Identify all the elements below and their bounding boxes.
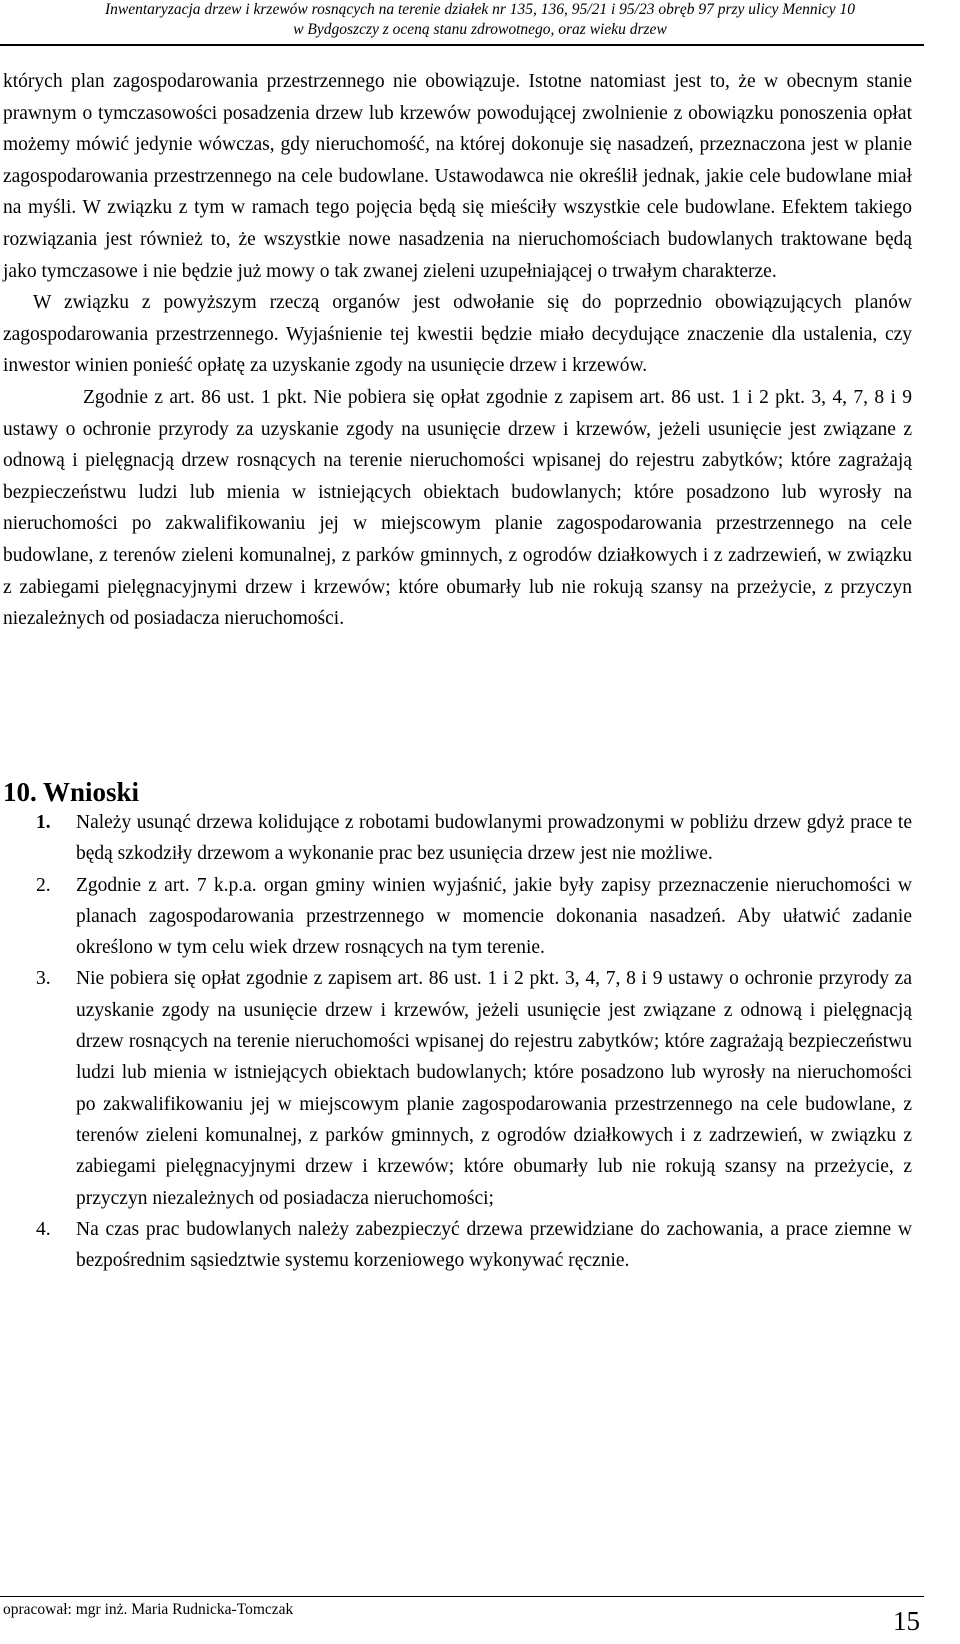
body-text [3, 66, 912, 635]
header-line-2: w Bydgoszczy z oceną stanu zdrowotnego, oraz wieku drzew [293, 21, 667, 38]
list-item [0, 870, 912, 964]
paragraph-2: W związku z powyższym rzeczą organów jest odwołanie się do poprzednio obowiązujących planów zagospodarowania przestrzennego. Wyjaśnienie tej kwestii będzie miało decydujące znaczenie dla ustalenia, czy inwestor winien ponieść opłatę za uzyskanie zgody na usunięcie drzew i krzewów. [3, 292, 912, 377]
page-header [0, 0, 960, 40]
conclusions-list [0, 807, 912, 1276]
paragraph-1: których plan zagospodarowania przestrzennego nie obowiązuje. Istotne natomiast jest to, że w obecnym stanie prawnym o tymczasowości posadzenia drzew lub krzewów powodującej zwolnienie z obowiązku ponoszenia opłat możemy mówić jedynie wówczas, gdy nieruchomość, na której dokonuje się nasadzeń, przeznaczona jest w planie zagospodarowania przestrzennego na cele budowlane. Ustawodawca nie określił jednak, jakie cele budowlane miał na myśli. W związku z tym w ramach tego pojęcia będą się mieściły wszystkie cele budowlane. Efektem takiego rozwiązania jest również to, że wszystkie nowe nasadzenia na nieruchomościach budowlanych traktowane będą jako tymczasowe i nie będzie już mowy o tak zwanej zieleni uzupełniającej o trwałym charakterze. [3, 71, 912, 282]
list-item-text: Nie pobiera się opłat zgodnie z zapisem art. 86 ust. 1 i 2 pkt. 3, 4, 7, 8 i 9 ustawy o ochronie przyrody za uzyskanie zgody na usunięcie drzew i krzewów, jeżeli usunięcie jest związane z odnową i pielęgnacją drzew rosnących na terenie nieruchomości wpisanej do rejestru zabytków; które zagrażają bezpieczeństwu ludzi lub mienia w istniejących obiektach budowlanych; które posadzono lub wyrosły na nieruchomości po zakwalifikowaniu jej w miejscowym planie zagospodarowania przestrzennego na cele budowlane, z terenów zieleni komunalnej, z parków gminnych, z ogrodów działkowych i z zadrzewień, w związku z zabiegami pielęgnacyjnymi drzew i krzewów; które obumarły lub nie rokują szansy na przeżycie, z przyczyn niezależnych od posiadacza nieruchomości; [76, 968, 912, 1209]
list-item-number: 4. [36, 1218, 51, 1240]
list-item [0, 807, 912, 870]
list-item [0, 1214, 912, 1277]
list-item-text: Zgodnie z art. 7 k.p.a. organ gminy winien wyjaśnić, jakie były zapisy przeznaczenie nieruchomości w planach zagospodarowania przestrzennego w momencie dokonania nasadzeń. Aby ułatwić zadanie określono w tym celu wiek drzew rosnących na tym terenie. [76, 874, 912, 959]
list-item-number: 1. [36, 812, 51, 833]
footer-author: opracował: mgr inż. Maria Rudnicka-Tomczak [3, 1601, 294, 1618]
list-item-text: Na czas prac budowlanych należy zabezpieczyć drzewa przewidziane do zachowania, a prace ziemne w bezpośrednim sąsiedztwie systemu korzeniowego wykonywać ręcznie. [76, 1218, 912, 1272]
footer-divider [0, 1596, 924, 1597]
list-item-text: Należy usunąć drzewa kolidujące z robotami budowlanymi prowadzonymi w pobliżu drzew gdyż prace te będą szkodziły drzewom a wykonanie prac bez usunięcia drzew jest nie możliwe. [76, 812, 912, 865]
page-number: 15 [893, 1606, 920, 1636]
list-item [0, 963, 912, 1213]
paragraph-3: Zgodnie z art. 86 ust. 1 pkt. Nie pobiera się opłat zgodnie z zapisem art. 86 ust. 1 i 2 pkt. 3, 4, 7, 8 i 9 ustawy o ochronie przyrody za uzyskanie zgody na usunięcie drzew i krzewów, jeżeli usunięcie jest związane z odnową i pielęgnacją drzew rosnących na terenie nieruchomości wpisanej do rejestru zabytków; które zagrażają bezpieczeństwu ludzi lub mienia w istniejących obiektach budowlanych; które posadzono lub wyrosły na nieruchomości po zakwalifikowaniu jej w miejscowym planie zagospodarowania przestrzennego na cele budowlane, z terenów zieleni komunalnej, z parków gminnych, z ogrodów działkowych i z zadrzewień, w związku z zabiegami pielęgnacyjnymi drzew i krzewów; które obumarły lub nie rokują szansy na przeżycie, z przyczyn niezależnych od posiadacza nieruchomości. [3, 386, 912, 630]
header-divider [0, 44, 924, 46]
list-item-number: 3. [36, 968, 51, 990]
header-line-1: Inwentaryzacja drzew i krzewów rosnących na terenie działek nr 135, 136, 95/21 i 95/23 obręb 97 przy ulicy Mennicy 10 [104, 1, 856, 18]
section-title: 10. Wnioski [3, 777, 140, 807]
list-item-number: 2. [36, 874, 51, 896]
